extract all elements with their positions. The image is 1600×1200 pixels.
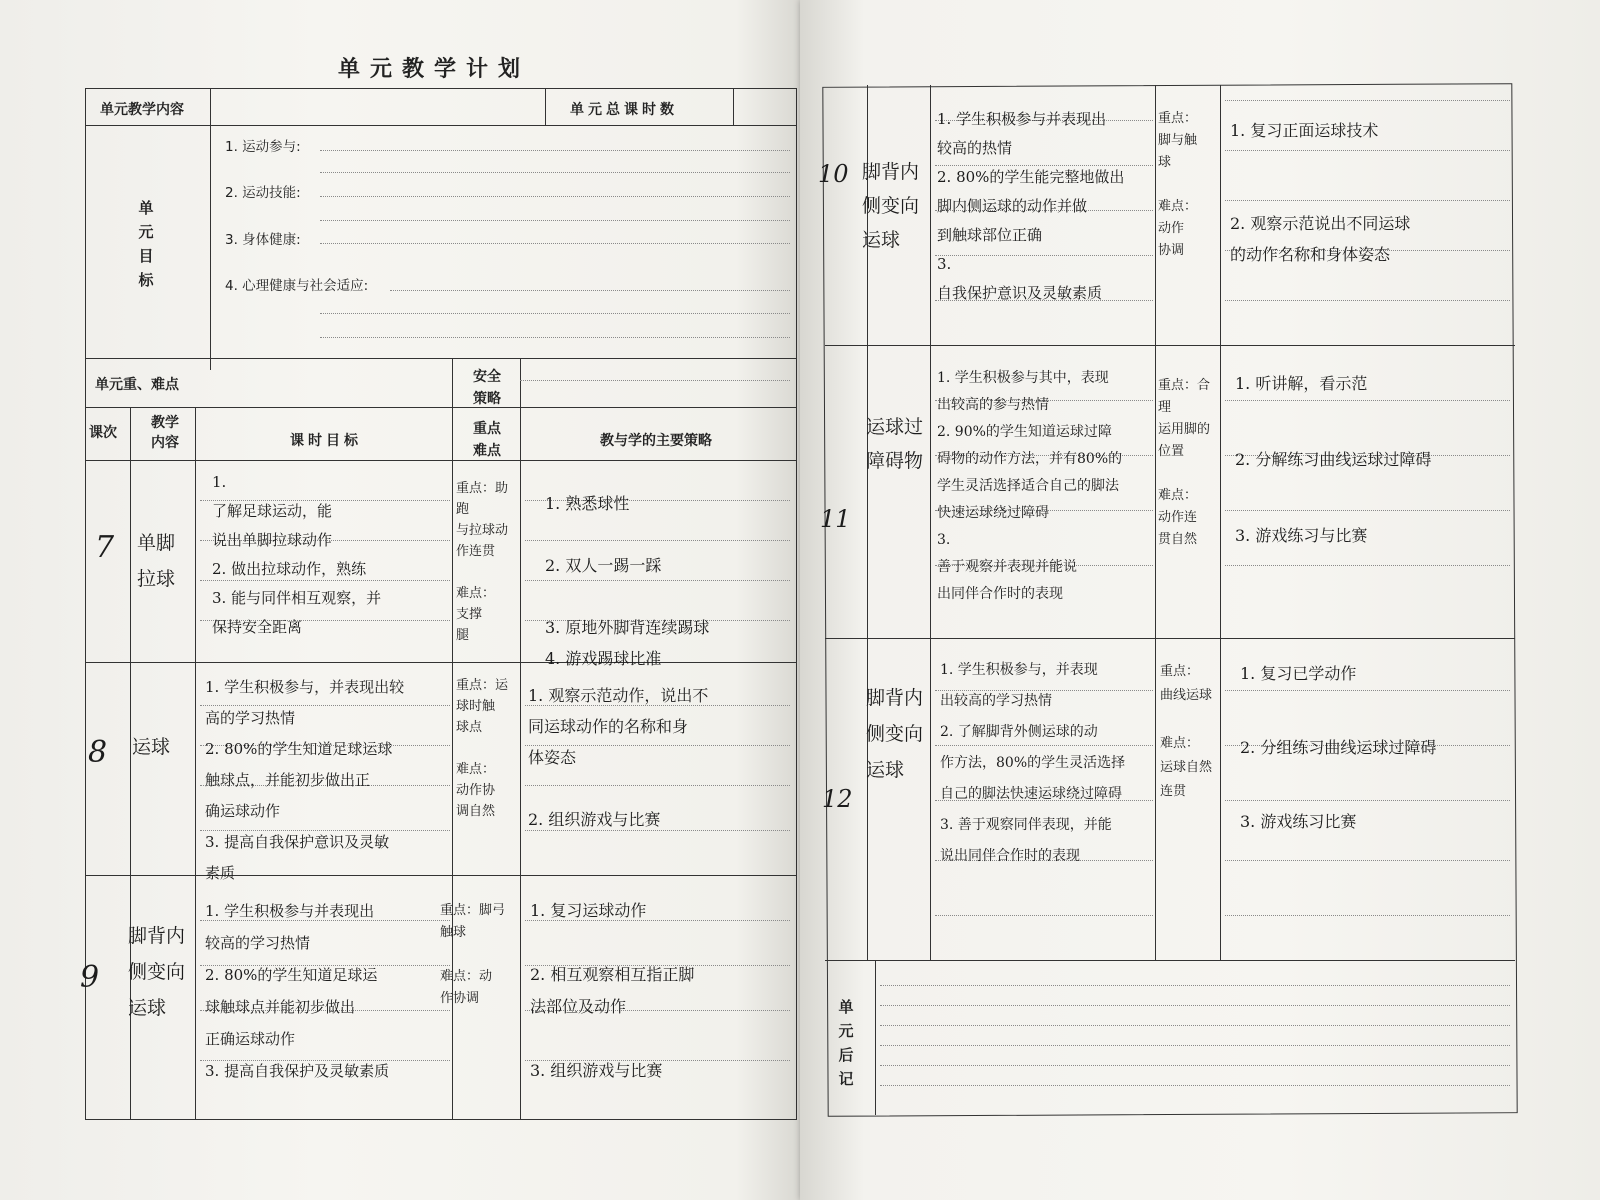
total-hours-label: 单元总课时数 bbox=[570, 102, 678, 118]
lesson-strategies: 1. 复习正面运球技术 2. 观察示范说出不同运球 的动作名称和身体姿态 bbox=[1230, 121, 1411, 264]
lesson-key-points: 重点：合理 运用脚的 位置 难点： 动作连 贯自然 bbox=[1158, 378, 1211, 547]
lesson-number: 12 bbox=[822, 785, 853, 813]
page-title: 单元教学计划 bbox=[338, 56, 531, 82]
key-difficult-label: 单元重、难点 bbox=[95, 377, 179, 393]
lesson-content: 运球过障碍物 bbox=[866, 416, 924, 472]
lesson-number: 7 bbox=[95, 530, 115, 565]
lesson-content: 脚背内侧变向运球 bbox=[866, 687, 924, 781]
lesson-content: 运球 bbox=[132, 736, 171, 758]
lesson-key-points: 重点：助跑 与拉球动 作连贯 难点： 支撑 腿 bbox=[456, 481, 509, 643]
col-objectives: 课时目标 bbox=[290, 433, 362, 449]
goal-social: 4. 心理健康与社会适应: bbox=[225, 278, 369, 294]
lesson-key-points: 重点： 曲线运球 难点： 运球自然 连贯 bbox=[1160, 664, 1213, 799]
unit-goal-label: 单元目标 bbox=[138, 199, 154, 289]
lesson-strategies: 1. 听讲解，看示范 2. 分解练习曲线运球过障碍 3. 游戏练习与比赛 bbox=[1235, 374, 1432, 545]
lesson-content: 脚背内侧变向运球 bbox=[862, 161, 920, 251]
lesson-objectives: 1. 学生积极参与，并表现 出较高的学习热情 2. 了解脚背外侧运球的动 作方法，80%的学生灵活选择 自己的脚法快速运球绕过障碍 3. 善于观察同伴表现，并能 说出同伴合作时的表现 bbox=[940, 662, 1126, 864]
col-key: 重点难点 bbox=[473, 421, 501, 459]
lesson-strategies: 1. 复习已学动作 2. 分组练习曲线运球过障碍 3. 游戏练习比赛 bbox=[1240, 664, 1437, 831]
lesson-key-points: 重点： 脚与触 球 难点： 动作 协调 bbox=[1158, 111, 1198, 258]
lesson-strategies: 1. 观察示范动作，说出不 同运球动作的名称和身 体姿态 2. 组织游戏与比赛 bbox=[528, 686, 709, 829]
lesson-content: 单脚拉球 bbox=[137, 532, 176, 590]
lesson-number: 11 bbox=[820, 505, 851, 533]
col-strategies: 教与学的主要策略 bbox=[600, 433, 712, 449]
unit-content-label: 单元教学内容 bbox=[100, 102, 184, 118]
afterword-label: 单元后记 bbox=[838, 998, 854, 1088]
lesson-key-points: 重点：运 球时触 球点 难点： 动作协 调自然 bbox=[456, 678, 509, 819]
lesson-objectives: 1. 学生积极参与并表现出 较高的学习热情 2. 80%的学生知道足球运 球触球点并能初步做出 正确运球动作 3. 提高自我保护及灵敏素质 bbox=[205, 902, 390, 1080]
col-lesson: 课次 bbox=[89, 425, 117, 441]
goal-skill: 2. 运动技能: bbox=[225, 185, 301, 201]
lesson-strategies: 1. 熟悉球性 2. 双人一踢一踩 3. 原地外脚背连续踢球 4. 游戏踢球比准 bbox=[545, 494, 710, 668]
right-page bbox=[800, 0, 1600, 1200]
goal-health: 3. 身体健康: bbox=[225, 232, 301, 248]
lesson-objectives: 1. 学生积极参与其中，表现 出较高的参与热情 2. 90%的学生知道运球过障 碍物的动作方法，并有80%的 学生灵活选择适合自己的脚法 快速运球绕过障碍 3. 善于观察并表现并能说 出同伴合作时的表现 bbox=[937, 370, 1123, 602]
safety-label: 安全策略 bbox=[473, 369, 501, 407]
lesson-number: 9 bbox=[80, 960, 100, 995]
lesson-key-points: 重点：脚弓 触球 难点：动 作协调 bbox=[440, 903, 506, 1006]
col-content: 教学内容 bbox=[151, 415, 179, 451]
lesson-strategies: 1. 复习运球动作 2. 相互观察相互指正脚 法部位及动作 3. 组织游戏与比赛 bbox=[530, 901, 695, 1080]
lesson-objectives: 1. 了解足球运动，能 说出单脚拉球动作 2. 做出拉球动作，熟练 3. 能与同伴相互观察，并 保持安全距离 bbox=[212, 473, 382, 636]
lesson-objectives: 1. 学生积极参与并表现出 较高的热情 2. 80%的学生能完整地做出 脚内侧运球的动作并做 到触球部位正确 3. 自我保护意识及灵敏素质 bbox=[937, 110, 1125, 302]
lesson-number: 8 bbox=[88, 735, 108, 770]
lesson-content: 脚背内侧变向运球 bbox=[128, 925, 186, 1019]
lesson-objectives: 1. 学生积极参与，并表现出较 高的学习热情 2. 80%的学生知道足球运球 触球点，并能初步做出正 确运球动作 3. 提高自我保护意识及灵敏 素质 bbox=[205, 678, 405, 882]
goal-participation: 1. 运动参与: bbox=[225, 139, 301, 155]
lesson-number: 10 bbox=[818, 160, 849, 188]
